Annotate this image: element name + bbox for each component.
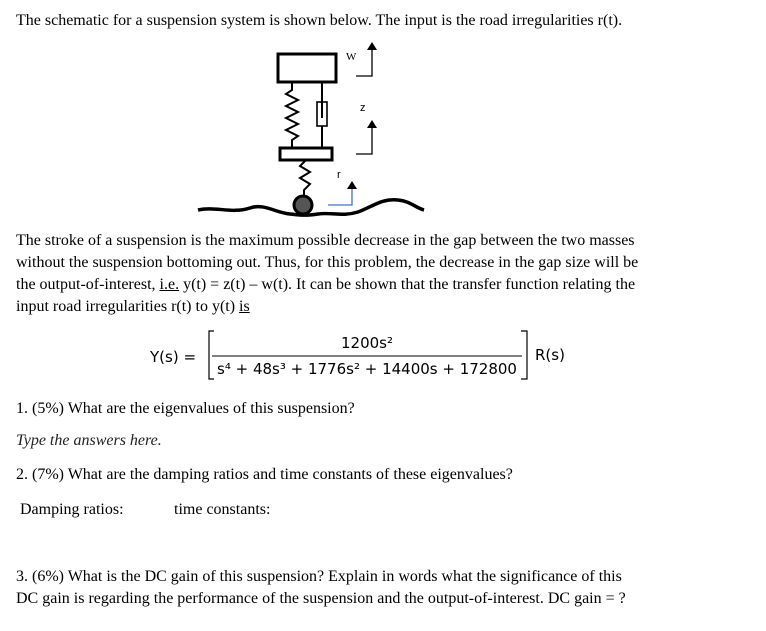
paragraph-line-2: without the suspension bottoming out. Thus, for this problem, the decrease in the gap size will be [16, 254, 639, 271]
line3-start: the output-of-interest, [16, 276, 160, 293]
line4-start: input road irregularities r(t) to y(t) [16, 298, 240, 315]
question-1: 1. (5%) What are the eigenvalues of this suspension? [16, 400, 355, 417]
intro-text: The schematic for a suspension system is shown below. The input is the road irregularities r(t). [16, 12, 623, 29]
equation-lhs: Y(s) = [150, 348, 197, 366]
answer-field-1[interactable]: Type the answers here. [16, 432, 162, 449]
time-constants-label: time constants: [174, 501, 271, 518]
label-z: z [360, 102, 366, 114]
damping-ratios-label: Damping ratios: [20, 501, 124, 518]
equation-denominator: s⁴ + 48s³ + 1776s² + 14400s + 172800 [217, 360, 517, 378]
label-r: r [337, 169, 341, 181]
equation-rhs: R(s) [535, 346, 565, 364]
question-3-line-2: DC gain is regarding the performance of the suspension and the output-of-interest. DC gain = ? [16, 590, 626, 607]
paragraph-line-1: The stroke of a suspension is the maximum possible decrease in the gap between the two masses [16, 232, 635, 249]
line3-end: y(t) = z(t) – w(t). It can be shown that the transfer function relating the [179, 276, 636, 293]
label-w: W [346, 51, 357, 63]
question-3-line-1: 3. (6%) What is the DC gain of this suspension? Explain in words what the significance of this [16, 568, 622, 585]
equation-numerator: 1200s² [340, 334, 393, 352]
is-word: is [239, 298, 250, 315]
ie-abbrev: i.e. [159, 276, 180, 293]
question-2: 2. (7%) What are the damping ratios and time constants of these eigenvalues? [16, 466, 513, 483]
